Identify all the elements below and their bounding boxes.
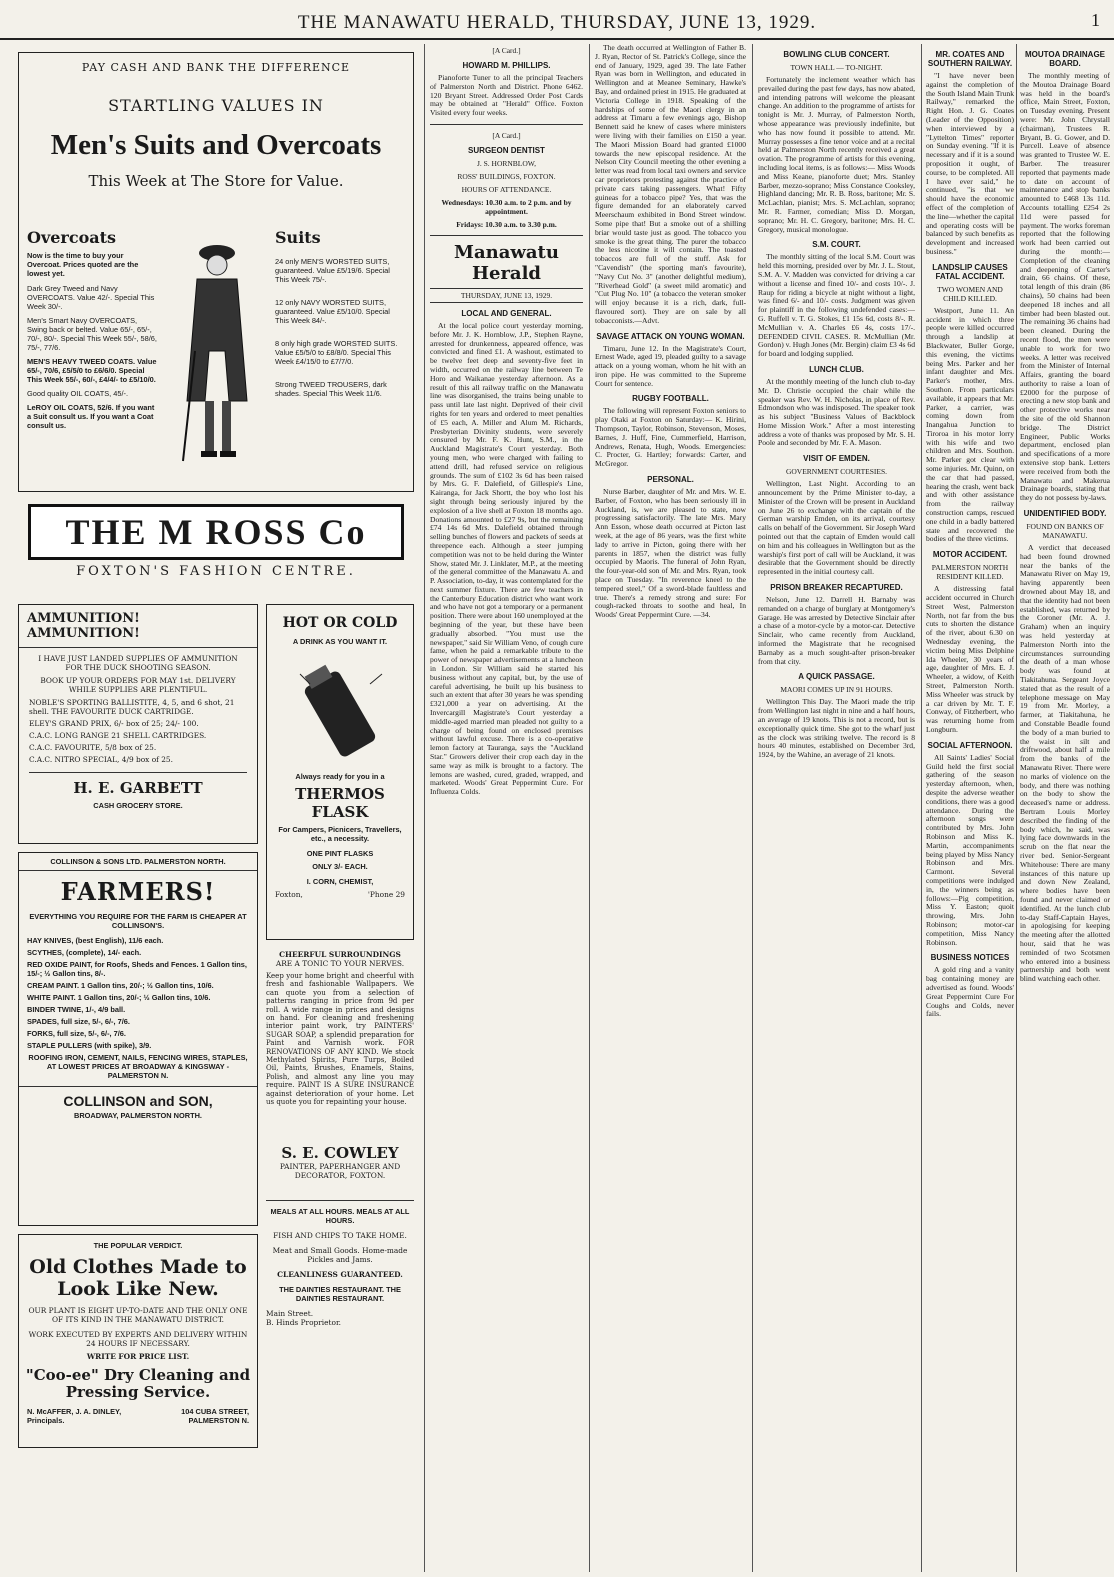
local-general-heading: LOCAL AND GENERAL. <box>461 308 552 318</box>
column-rule <box>921 44 922 1572</box>
column-7 <box>1020 44 1110 1572</box>
body-text: A verdict that deceased had been found drowned near the banks of the Manawatu River on May 19, having apparently been drowned about May 18, and that the identity had not been established, was returned by the Coroner (Mr. A. J. Graham) when an inquiry was held yesterday at Palmerston North into the circumstances surrounding the death of a man whose body was found at Tiakitahuna. Sergeant Joyce stated that as the result of a telephone message on May 19 from Mr. Morley, a farmer, at Tiakitahuna, he and Constable Beadle found the body of a man buried to the waist in silt and driftwood, about half a mile from the banks of the Manawatu River. There were no marks of violence on the body, and there was nothing on the body to show the deceased's name or address. Bertram Louis Morley described the finding of the body which, he said, was lying face downwards in the scrub on the flat near the river bed. Senior-Sergeant Whitehouse: There are many instances of this nature up and down New Zealand, where bodies have been found and never claimed or identified. At the lunch club to-day Staff-Captain Hayes, in apologising for keeping the meeting after the allotted hour, said that he was reminded of two Scotsmen who entered into a business partnership and both went blind watching each other. <box>1020 543 1110 984</box>
man-illustration <box>167 231 267 481</box>
paper-date: THURSDAY, JUNE 13, 1929. <box>430 288 583 303</box>
dentist-hours: HOURS OF ATTENDANCE. <box>461 184 552 194</box>
social-heading: SOCIAL AFTERNOON. <box>927 740 1013 750</box>
cheerful-body: Keep your home bright and cheerful with fresh and fashionable Wallpapers. We can quote you from a selection of patterns ranging in price from 9d per roll. A wide range in prices and designs on hand. For cleaning and freshening interior paint work, try PAINTERS' SUGAR SOAP, a splendid preparation for Paint and Varnish work. FOR RENOVATIONS OF ANY KIND. We stock Methylated Spirits, Pure Turps, Boiled Oil, Paints, Brushes, Enamels, Stains, Polish, and almost any line you may require. PAINT IS A SURE INSURANCE against deterioration of your home. Let us quote you for repainting your house. <box>266 972 414 1107</box>
personal-heading: PERSONAL. <box>647 475 694 485</box>
news-body: The death occurred at Wellington of Father B. J. Ryan, Rector of St. Patrick's College, since the end of January, 1929, aged 39. The late Father Ryan was born in Wellington, and educated in Wellington and at Meanee Seminary, Hawke's Bay, and ordained priest in 1915. He graduated at Victoria College in 1918. Speaking of the hardships of some of the Maori clergy in an address at Timaru a few evenings ago, Bishop Bennett said he knew of cases where ministers were living with their families on £150 a year. The Maori Mission Board had granted £1000 towards the new episcopal residence. At the Nelson City Council meeting the other evening a letter was read from local taxi owners and service car proprietors protesting against the practice of private cars taking passengers. What! Fifty guineas for a tobacco pipe? Yes, that was the figure demanded for an elaborately carved Meerschaum exhibited in Bond Street window. Some pipe that! But a smoke out of a shilling briar would taste just as good. The tobacco you smoke is the great thing. The purer the tobacco the less nicotine it will contain. The toasted tobaccos are full of the stuff. Ask for "Cavendish" (the sporting man's favourite), "Navy Cut No. 3" (another delightful medium), "Riverhead Gold" (a sweet mild aromatic) and "Cut Plug No. 10" (a tobacco the veteran smoker will enjoy because it is a rich, dark, full-flavoured sort). They are on sale by all tobacconists.—Advt. <box>595 44 746 325</box>
bowling-heading: BOWLING CLUB CONCERT. <box>783 50 890 59</box>
ammo-line: C.A.C. FAVOURITE, 5/8 box of 25. <box>29 743 157 752</box>
overcoats-section <box>27 228 157 430</box>
cheerful-head: CHEERFUL SURROUNDINGS <box>279 950 401 959</box>
dentist-wednesday: Wednesdays: 10.30 a.m. to 2 p.m. and by appointment. <box>441 197 572 216</box>
thermos-flask-illustration <box>290 654 390 764</box>
thermos-pint: ONE PINT FLASKS <box>306 849 374 858</box>
drainage-body: The monthly meeting of the Moutoa Drainage Board was held in the board's office, Main Street, Foxton, on Tuesday evening. Present were: Mr. John Chrystall (chairman), Trustees R. Bryant, B. G. Gower, and D. Purcell. Leave of absence was granted to Trustee W. E. Barber. The treasurer reported that payments made to date on account of maintenance and stop banks amounted to £468 13s 11d. Accounts totalling £254 2s 11d were passed for payment. The works foreman reported that the following work had been carried out during the month:—Completion of the cleaning and deepening of Carter's drain, 66 chains. Of these, total length of this drain (86 chains), 50 chains had been deepened 18 inches and all timber had been blasted out. The remaining 36 chains had been cleaned. During the recent flood, the men were unable to work for two weeks. A letter was received from the Minister of Internal Affairs, granting the board authority to raise a loan of £2000 for the purpose of erecting a new stop bank and other protective works near the site of the old Shannon bridge. The District Engineer, Public Works department, enclosed plan and specifications of a more extensive stop bank. Letters were received from both the Manawatu and Makerua Drainage boards, stating that they do not possess by-laws. <box>1020 71 1110 503</box>
meals-prop: B. Hinds Proprietor. <box>266 1318 342 1327</box>
meals-line: Meat and Small Goods. Home-made Pickles and Jams. <box>272 1246 408 1264</box>
cooee-body: OUR PLANT IS EIGHT UP-TO-DATE AND THE ONLY ONE OF ITS KIND IN THE MANAWATU DISTRICT. <box>28 1306 248 1324</box>
farmers-ad <box>18 852 258 1226</box>
motor-sub: PALMERSTON NORTH RESIDENT KILLED. <box>931 563 1009 582</box>
thermos-price: ONLY 3/- EACH. <box>312 862 368 871</box>
farmers-heading: FARMERS! <box>60 877 216 906</box>
rugby-body: The following will represent Foxton seniors to play Otaki at Foxton on Saturday:— K. Hirini, Thompson, Taylor, Robinson, Stevenson, Moses, Barnes, J. Huff, Fine, Cummerfield, Harrison, Andrews, Renata, Hugh, Woods. Emergencies: C. Procter, G. Hartley; forwards: Carter, and McGregor. <box>595 406 746 469</box>
cooee-top: THE POPULAR VERDICT. <box>93 1241 183 1250</box>
landslip-heading: LANDSLIP CAUSES FATAL ACCIDENT. <box>932 262 1008 281</box>
landslip-sub: TWO WOMEN AND CHILD KILLED. <box>937 284 1003 303</box>
passage-heading: A QUICK PASSAGE. <box>798 672 875 682</box>
suits-overcoats-ad <box>18 52 414 492</box>
coates-heading: MR. COATES AND SOUTHERN RAILWAY. <box>927 50 1013 68</box>
motor-heading: MOTOR ACCIDENT. <box>932 550 1008 560</box>
town-hall: TOWN HALL — TO-NIGHT. <box>790 63 883 72</box>
suit-item: 12 only NAVY WORSTED SUITS, guaranteed. Value £5/10/0. Special This Week 84/-. <box>275 298 390 325</box>
farmers-item: STAPLE PULLERS (with spike), 3/9. <box>27 1041 152 1050</box>
emden-sub: GOVERNMENT COURTESIES. <box>785 467 888 477</box>
cowley-trade: PAINTER, PAPERHANGER AND DECORATOR, FOXTON. <box>279 1162 401 1180</box>
farmers-item: SPADES, full size, 5/-, 6/-, 7/6. <box>27 1017 130 1026</box>
column-6 <box>926 44 1014 1572</box>
lunch-heading: LUNCH CLUB. <box>809 364 864 374</box>
suit-item: 8 only high grade WORSTED SUITS. Value £5/5/0 to £8/8/0. Special This Week £4/15/0 to £7/7/0. <box>275 339 398 366</box>
ammo-heading: AMMUNITION! AMMUNITION! <box>19 605 257 648</box>
ammo-line: NOBLE'S SPORTING BALLISTITE, 4, 5, and 6 shot, 21 shell. THE FAVOURITE DUCK CARTRIDGE. <box>29 698 235 716</box>
suit-item: 24 only MEN'S WORSTED SUITS, guaranteed. Value £5/19/6. Special This Week 75/-. <box>275 257 390 284</box>
farmers-item: BINDER TWINE, 1/-, 4/9 ball. <box>27 1005 126 1014</box>
passage-sub: MAORI COMES UP IN 91 HOURS. <box>780 685 893 695</box>
phillips-name: HOWARD M. PHILLIPS. <box>462 61 551 70</box>
smcourt-heading: S.M. COURT. <box>812 240 861 250</box>
thermos-phone: 'Phone 29 <box>367 890 405 899</box>
farmers-item: HAY KNIVES, (best English), 11/6 each. <box>27 936 164 945</box>
overcoats-intro: Now is the time to buy your Overcoat. Prices quoted are the lowest yet. <box>27 251 139 278</box>
dentist-title: SURGEON DENTIST <box>468 145 545 155</box>
ross-logo: THE M ROSS Co <box>28 504 404 560</box>
thermos-ad <box>266 604 414 940</box>
cooee-principals: N. McAFFER, J. A. DINLEY, Principals. <box>27 1407 122 1425</box>
collinson-name: COLLINSON and SON, <box>19 1086 257 1109</box>
body-heading: UNIDENTIFIED BODY. <box>1023 509 1107 519</box>
prison-heading: PRISON BREAKER RECAPTURED. <box>770 583 903 593</box>
suit-item: Strong TWEED TROUSERS, dark shades. Special This Week 11/6. <box>275 380 387 398</box>
thermos-sub: A DRINK AS YOU WANT IT. <box>292 637 388 646</box>
garbett-name: H. E. GARBETT <box>29 772 247 797</box>
meals-sub: FISH AND CHIPS TO TAKE HOME. <box>273 1231 407 1240</box>
garbett-store: CASH GROCERY STORE. <box>93 801 183 810</box>
notices-heading: BUSINESS NOTICES <box>930 953 1010 963</box>
dentist-name: J. S. HORNBLOW, <box>476 158 537 168</box>
landslip-body: Westport, June 11. An accident in which three people were killed occurred through a landslip at Blackwater, Buller Gorge, this evening, the victims being Mrs. Parker and her infant daughter and Mrs. Parker's mother, Mrs. Southon. From particulars available, it appears that Mr. Parker, a carrier, was coming down from Inangahua Junction to Tiroroa in his motor lorry with his wife and two children and Mrs. Southon. Mr. Parker got clear with some injuries. Mr. Quinn, on the car that had passed, hearing the crash, went back and with other assistance from the railway construction camps, rescued one child in a badly battered state and recovered the bodies of the three victims. <box>926 305 1014 544</box>
attack-heading: SAVAGE ATTACK ON YOUNG WOMAN. <box>596 331 745 341</box>
thermos-chemist: I. CORN, CHEMIST, <box>306 877 374 886</box>
motor-body: A distressing fatal accident occurred in Church Street West, Palmerston North, not far from the bus cuts to shorten the distance of the river, about 6.30 on Wednesday evening, the victim being Miss Delphine Ida Wheeler, 30 years of age, daughter of Mrs. E. J. Wheeler, a widow, of Keith Street, Palmerston North. Miss Wheeler was struck by a car driven by Mr. T. F. Conway, of Fitzherbert, who was returning home from Longburn. <box>926 584 1014 734</box>
ammo-line: C.A.C. LONG RANGE 21 SHELL CARTRIDGES. <box>29 731 207 740</box>
farmers-top: COLLINSON & SONS LTD. PALMERSTON NORTH. <box>19 853 257 871</box>
farmers-item: FORKS, full size, 5/-, 6/-, 7/6. <box>27 1029 126 1038</box>
ammunition-ad <box>18 604 258 844</box>
dentist-friday: Fridays: 10.30 a.m. to 3.30 p.m. <box>456 219 557 229</box>
cowley-ad <box>266 950 414 1140</box>
ad-startling: STARTLING VALUES IN <box>108 96 324 115</box>
ross-ad <box>18 500 414 592</box>
masthead-title: THE MANAWATU HERALD, THURSDAY, JUNE 13, 1929. <box>297 12 817 33</box>
social-body: All Saints' Ladies' Social Guild held the first social gathering of the season yesterday afternoon, when, despite the adverse weather conditions, there was a good attendance. During the afternoon songs were contributed by Mrs. John Robinson and Miss K. Martin, accompaniments being played by Miss Nancy Robinson and Mrs. Carmont. Several competitions were indulged in, the winners being as follows:—Pig competition, Miss Y. Easton; quoit throwing, Mrs. John Robinson; motor-car competition, Miss Nancy Robinson. <box>926 752 1014 947</box>
phillips-body: Pianoforte Tuner to all the principal Teachers of Palmerston North and District. Phone 6462. 120 Bryant Street. Addressed Order Post Cards may be obtained at "Herald" Office. Foxton Visited every four weeks. <box>430 73 583 118</box>
cooee-address: 104 CUBA STREET, PALMERSTON N. <box>181 1407 249 1425</box>
page-number: 1 <box>1091 10 1100 30</box>
column-rule <box>752 44 753 1572</box>
overcoats-heading: Overcoats <box>27 228 117 247</box>
cowley-name: S. E. COWLEY <box>281 1144 399 1162</box>
prison-body: Nelson, June 12. Darrell H. Barnaby was remanded on a charge of burglary at Montgomery's Garage. He was arrested by Detective Sinclair after a chase of a motor-cycle by a motor-car. Detective Sinclair, who came recently from Auckland, informed the Magistrate that he recognised Barnaby as a much sought-after prison-breaker from that city. <box>758 595 915 666</box>
passage-body: Wellington This Day. The Maori made the trip from Wellington last night in nine and a half hours, an average of 19 knots. This is not a record, but is exceptionally quick time. She got to the wharf just as the clock was striking twelve. The record is 8 hours 40 minutes, established on December 3rd, 1924, by the Wahine, an average of 21 knots. <box>758 697 915 760</box>
attack-body: Timaru, June 12. In the Magistrate's Court, Ernest Wade, aged 19, pleaded guilty to a savage attack on a young woman, whom he hit with an iron pipe. He was committed to the Supreme Court for sentence. <box>595 343 746 388</box>
ad-headline: Men's Suits and Overcoats <box>50 129 382 161</box>
ammo-line: BOOK UP YOUR ORDERS FOR MAY 1st. DELIVERY WHILE SUPPLIES ARE PLENTIFUL. <box>40 676 236 694</box>
card-label: [A Card.] <box>492 130 521 140</box>
thermos-product: THERMOS FLASK <box>295 785 385 821</box>
rugby-heading: RUGBY FOOTBALL. <box>632 394 709 404</box>
overcoat-item: MEN'S HEAVY TWEED COATS. Value 65/-, 70/6, £5/5/0 to £6/6/0. Special This Week 55/-, 60/-, £4/4/- to £5/10/0. <box>27 357 157 384</box>
ammo-line: I HAVE JUST LANDED SUPPLIES OF AMMUNITION FOR THE DUCK SHOOTING SEASON. <box>38 654 238 672</box>
emden-heading: VISIT OF EMDEN. <box>803 454 870 464</box>
bowling-body: Fortunately the inclement weather which has prevailed during the past few days, has now abated, and intending patrons will welcome the pleasant change. An addition to the programme of artists for tonight is Mr. J. Murray, of Palmerston North, whose appearance was previously indefinite, but who has now found it possible to attend. Mr. Murray possesses a fine tenor voice and at a recital held at Palmerston North recently received a great ovation. The programme of artists for this evening, including local items, is as follows:— Miss Woods and Miss Keane, pianoforte duet; Mrs. Stanley Barber, mezzo-soprano; Miss Constance Cooksley, Highland dancing; Mr. R. B. Ross, baritone; Mr. S. McLachlan, pianist; Mrs. S. McLachlan, soprano; Mr. R. Farmer, comedian; Miss D. Morgan, soprano; Mr. H. C. Gregory, baritone; Mrs. H. C. Gregory, musical monologue. <box>758 75 915 234</box>
cooee-name: "Coo-ee" Dry Cleaning and Pressing Service. <box>25 1366 251 1401</box>
thermos-ready: Always ready for you in a <box>295 772 385 781</box>
drainage-heading: MOUTOA DRAINAGE BOARD. <box>1025 50 1105 68</box>
column-rule <box>589 44 590 1572</box>
ammo-line: C.A.C. NITRO SPECIAL, 4/9 box of 25. <box>29 755 173 764</box>
meals-rest: THE DAINTIES RESTAURANT. THE DAINTIES RESTAURANT. <box>279 1285 401 1303</box>
farmers-item: WHITE PAINT. 1 Gallon tins, 20/-; ½ Gallon tins, 10/6. <box>27 993 211 1002</box>
farmers-item: SCYTHES, (complete), 14/- each. <box>27 948 142 957</box>
notices-body: A gold ring and a vanity bag containing money are advertised as found. Woods' Great Peppermint Cure For Coughs and Colds, never fails. <box>926 965 1014 1019</box>
body-sub: FOUND ON BANKS OF MANAWATU. <box>1026 522 1104 541</box>
dentist-address: ROSS' BUILDINGS, FOXTON. <box>457 171 556 181</box>
masthead <box>0 6 1114 40</box>
local-general-body: At the local police court yesterday morning, before Mr. J. K. Hornblow, J.P., Stephen Rayne, arrested for drunkenness, appeared offence, was convicted and fined £1. A washout, estimated to be twelve feet deep and seventy-five feet in width, occurred on the railway line between Te Horo and Waikanae yesterday afternoon. As a result of this all railway traffic on the Manawatu line was disorganised, the trains being unable to pass until late last night. Deprived of their civil rights for ten years and ordered to meet penalties of £5 each, A. Miller and Alum M. Richards, Presbyterian Divinity students, were severely censured by Mr. F. K. Hunt, S.M., in the Auckland Magistrate's Court yesterday. Both young men, who were charged with failing to attend drill, had refused service on religious grounds. The sum of £102 3s 6d has been raised by Mrs. G. F. Dalefield, of Gillespie's Line, Kairanga, for Jack Shortt, the boy who lost his sight through being seriously injured by the explosion of a live shell at Foxton 18 months ago. Donations amounted to £27 9s, but the remaining £74 14s 6d Mrs. Dalefield obtained through selling bunches of flowers and packets of seeds at threepence each. Although a steer jumping competition was not to be held during the Winter Show, stated Mr. J. Linklater, M.P., at the meeting of the general committee of the Manawatu A. and P. Association, to-day, it was contemplated for the next summer fixture. There are few teachers in the Canterbury Education district who want work and who have not got a temporary or a permanent position. There were about 160 unemployed at the beginning of the year, but these have been gradually absorbed. "You must use the newspaper," said Sir William Veno, of cough cure fame, when he paid a remarkable tribute to the power of newspaper advertisements at a luncheon in London. Sir William said he started his business without any capital, but, by the use of careful advertising, he built up his business to such an extent that after 30 years he was spending £321,000 a year on advertising. At the Invercargill Magistrate's Court yesterday a middle-aged married man pleaded not guilty to a charge of being found on enclosed premises without lawful excuse. There is a co-operative lemon factory at Tauranga, says the "Auckland Star." Growers deliver their crop each day in the same way as milk is brought to a factory. The lemons are washed, cured, graded, wrapped, and marketed. Woods' Great Peppermint Cure. For Influenza Colds. <box>430 320 583 797</box>
ad-sub: This Week at The Store for Value. <box>88 172 344 190</box>
cooee-head: Old Clothes Made to Look Like New. <box>29 1256 247 1300</box>
suits-section <box>275 228 405 398</box>
cooee-write: WRITE FOR PRICE LIST. <box>86 1352 190 1361</box>
overcoat-item: LeROY OIL COATS, 52/6. If you want a Suit consult us. If you want a Coat consult us. <box>27 403 155 430</box>
personal-body: Nurse Barber, daughter of Mr. and Mrs. W. E. Barber, of Foxton, who has been seriously ill in Auckland, is, we are pleased to state, now progressing satisfactorily. The late Mrs. Mary Ann Esson, whose death occurred at Picton last week, at the age of 86 years, was the first white lady to arrive in Picton, going there with her parents in 1857, when the district was fully occupied by Maoris. The funeral of John Ryan, the four-year-old son of Mr. and Mrs. Ryan, took place on Tuesday. "In reverence kneel to the tempered steel," Of a sword-blade faultless and true. There's a remedy strong and sure: For cough-racked throats to soothe and heal, In Woods' Great Peppermint Cure. —34. <box>595 487 746 620</box>
emden-body: Wellington, Last Night. According to an announcement by the Prime Minister to-day, a Minister of the Crown will be present in Auckland on June 26 to exchange with the captain of the German warship Emden, on its arrival, courtesy calls on behalf of the Government. Sir Joseph Ward pointed out that the captain of Emden would call on him and his colleagues in Wellington but as the warship's first port of call will be Auckland, it was desirable that the Government should be directly represented in the initial courtesy call. <box>758 479 915 577</box>
cooee-ad <box>18 1234 258 1448</box>
collinson-addr: BROADWAY, PALMERSTON NORTH. <box>74 1111 202 1120</box>
column-5 <box>758 44 915 1572</box>
cheerful-sub: ARE A TONIC TO YOUR NERVES. <box>275 959 405 968</box>
cowley-sign <box>266 1144 414 1194</box>
farmers-item: ROOFING IRON, CEMENT, NAILS, FENCING WIRES, STAPLES, AT LOWEST PRICES AT BROADWAY & KINGSWAY - PALMERSTON N. <box>28 1053 248 1080</box>
thermos-town: Foxton, <box>275 890 303 899</box>
farmers-item: CREAM PAINT. 1 Gallon tins, 20/-; ½ Gallon tins, 10/6. <box>27 981 214 990</box>
ross-tagline: FOXTON'S FASHION CENTRE. <box>76 564 356 579</box>
column-3 <box>430 44 583 1572</box>
farmers-sub: EVERYTHING YOU REQUIRE FOR THE FARM IS CHEAPER AT COLLINSON'S. <box>29 912 247 930</box>
ad-banner: PAY CASH AND BANK THE DIFFERENCE <box>81 61 351 74</box>
farmers-item: RED OXIDE PAINT, for Roofs, Sheds and Fences. 1 Gallon tins, 15/-; ½ Gallon tins, 8/-. <box>27 960 247 978</box>
overcoat-item: Good quality OIL COATS, 45/-. <box>27 389 129 398</box>
column-rule <box>1016 44 1017 1572</box>
coates-body: "I have never been against the completion of the South Island Main Trunk Railway," remarked the Right Hon. J. G. Coates (Leader of the Opposition) when interviewed by a "Lyttelton Times" reporter on Sunday evening. "If it is necessary and if it is a sound proposition it ought, of course, to be completed. All I have ever said," he continued, "is that we should have the economic effect of the completion of the line—whether the capital and operating costs will be balanced by such benefits as development and increased business." <box>926 71 1014 256</box>
card-label: [A Card.] <box>492 46 521 55</box>
ammo-line: ELEY'S GRAND PRIX, 6/- box of 25; 24/- 100. <box>29 719 199 728</box>
thermos-for: For Campers, Picnicers, Travellers, etc., a necessity. <box>278 825 402 843</box>
meals-main: Main Street. <box>266 1309 314 1318</box>
overcoat-item: Dark Grey Tweed and Navy OVERCOATS. Value 42/-. Special This Week 30/-. <box>27 284 155 311</box>
meals-head: MEALS AT ALL HOURS. MEALS AT ALL HOURS. <box>270 1207 410 1225</box>
overcoat-item: Men's Smart Navy OVERCOATS, Swing back or belted. Value 65/-, 65/-, 70/-, 80/-. Special This Week 55/-, 58/6, 75/-, 77/6. <box>27 316 157 352</box>
suits-heading: Suits <box>275 228 321 247</box>
column-4 <box>595 44 746 1572</box>
smcourt-body: The monthly sitting of the local S.M. Court was held this morning, presided over by Mr. J. L. Stout, S.M. A. V. Madden was convicted for driving a car without a license and fined 10/- and costs 10/-. J. Raup for riding a bicycle at night without a light, was fined 6/- and 10/- costs. Judgment was given for plaintiff in the following undefended cases:— G. Ruffell v. T. G. Stokes, £1 15s 6d, costs 8/-. R. McMullian v. A. Charles £6 4s, costs 17/-. DEFENDED CIVIL CASES. R. McMullian (Mr. Gordon) v. Hugh Jones (Mr. Bergin) claim £3 4s 6d for board and lodging supplied. <box>758 252 915 359</box>
meals-clean: CLEANLINESS GUARANTEED. <box>277 1270 403 1279</box>
lunch-body: At the monthly meeting of the lunch club to-day Mr. D. Christie occupied the chair while the speaker was Rev. W. H. Nicholas, in place of Rev. Edmondson who was indisposed. The speaker took as his subject "Business Values of Backblock Home Mission Work." After a most interesting address a vote of thanks was proposed by Mr. S. H. Poole and seconded by Mr. F. A. Mason. <box>758 376 915 448</box>
dainties-ad <box>266 1200 414 1370</box>
cooee-work: WORK EXECUTED BY EXPERTS AND DELIVERY WITHIN 24 HOURS IF NECESSARY. <box>28 1330 248 1348</box>
thermos-head: HOT OR COLD <box>282 615 398 631</box>
column-rule <box>424 44 425 1572</box>
paper-title: Manawatu Herald <box>454 241 559 284</box>
